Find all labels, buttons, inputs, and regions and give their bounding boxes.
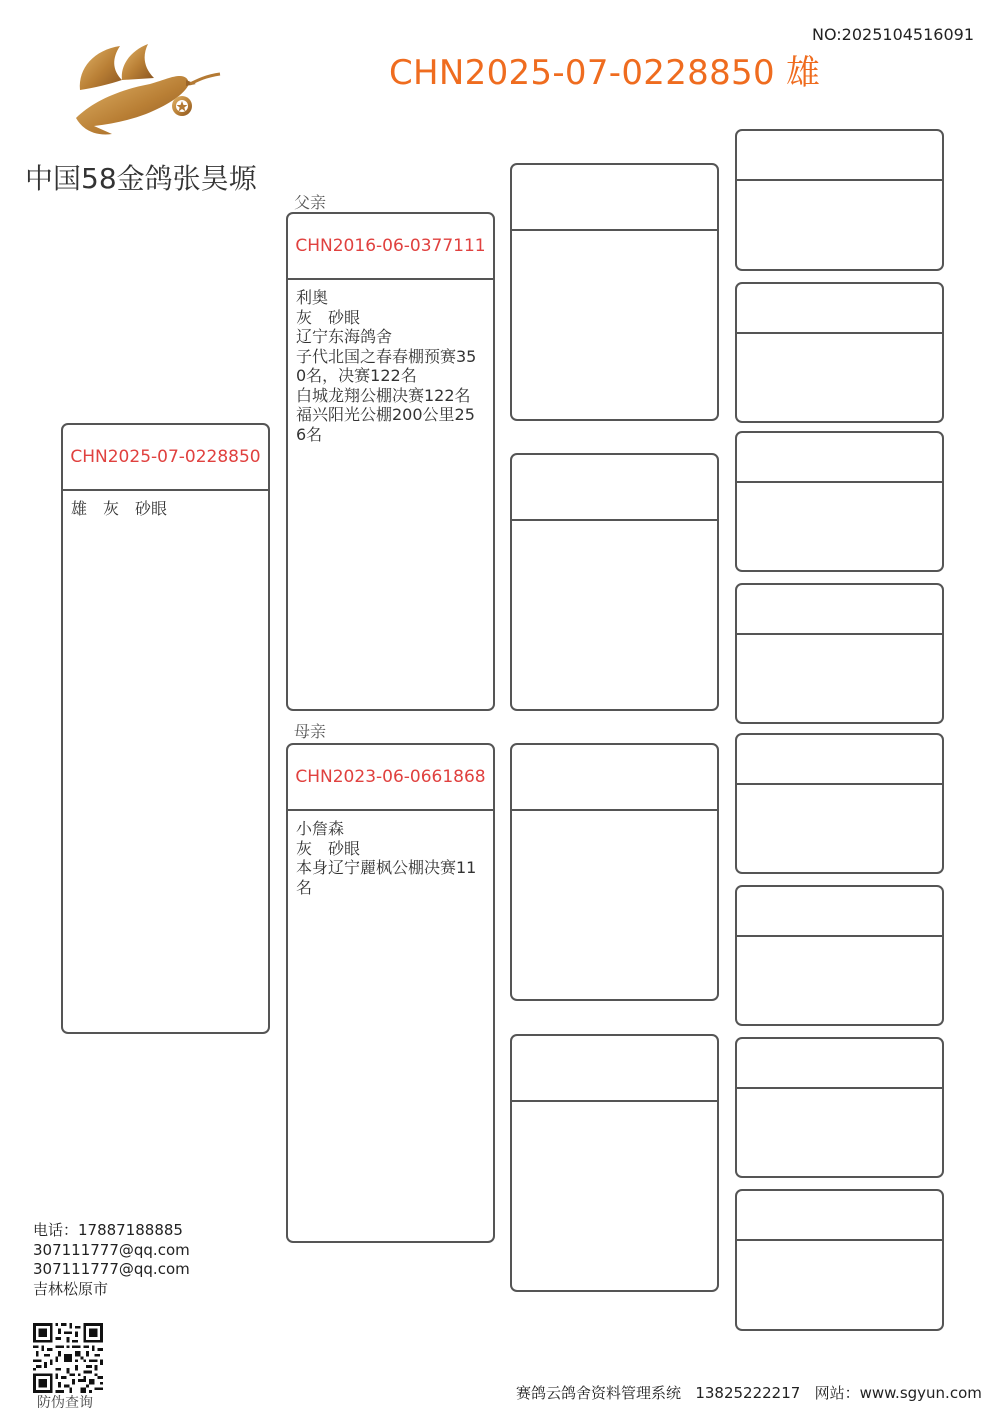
great-grandparent-card-6 bbox=[735, 885, 944, 1026]
contact-city: 吉林松原市 bbox=[33, 1279, 109, 1298]
mother-label: 母亲 bbox=[294, 722, 327, 741]
mother-detail-line: 灰 砂眼 bbox=[296, 838, 361, 858]
contact-email: 307111777@qq.com bbox=[33, 1240, 190, 1259]
father-detail-line: 福兴阳光公棚200公里256名 bbox=[296, 405, 475, 444]
subject-details bbox=[63, 491, 268, 519]
footer bbox=[516, 1382, 982, 1403]
card-header bbox=[737, 284, 942, 334]
father-label: 父亲 bbox=[294, 193, 327, 212]
card-header bbox=[512, 455, 717, 521]
qr-caption: 防伪查询 bbox=[37, 1395, 93, 1411]
great-grandparent-card-5 bbox=[735, 733, 944, 874]
contact-email: 307111777@qq.com bbox=[33, 1260, 190, 1278]
pedigree-headline: CHN2025-07-0228850 雄 bbox=[389, 53, 821, 93]
mother-card bbox=[286, 743, 495, 1243]
footer-phone: 13825222217 bbox=[695, 1384, 801, 1402]
great-grandparent-card-2 bbox=[735, 282, 944, 423]
loft-name: 中国58金鸽张昊塬 bbox=[25, 162, 257, 195]
card-header bbox=[737, 131, 942, 181]
paternal-grandfather-card bbox=[510, 163, 719, 421]
father-detail-line: 白城龙翔公棚决赛122名 bbox=[296, 385, 471, 405]
mother-details bbox=[288, 811, 493, 897]
qr-code-icon[interactable] bbox=[33, 1323, 103, 1393]
card-header bbox=[737, 585, 942, 635]
subject-ring-number: CHN2025-07-0228850 bbox=[63, 425, 268, 491]
card-header bbox=[512, 1036, 717, 1102]
mother-detail-line: 本身辽宁麗枫公棚决赛11名 bbox=[296, 858, 477, 897]
great-grandparent-card-3 bbox=[735, 431, 944, 572]
father-detail-line: 辽宁东海鸽舍 bbox=[296, 327, 393, 346]
father-detail-line: 灰 砂眼 bbox=[296, 307, 361, 327]
card-header bbox=[512, 745, 717, 811]
card-header bbox=[737, 1039, 942, 1089]
footer-website[interactable]: 网站：www.sgyun.com bbox=[814, 1384, 982, 1402]
footer-system-name: 赛鸽云鸽舍资料管理系统 bbox=[516, 1384, 682, 1402]
card-header bbox=[737, 1191, 942, 1241]
golden-dove-logo-icon bbox=[72, 40, 224, 140]
father-ring-number: CHN2016-06-0377111 bbox=[288, 214, 493, 280]
great-grandparent-card-8 bbox=[735, 1189, 944, 1331]
contact-phone: 电话：17887188885 bbox=[33, 1221, 183, 1239]
card-header bbox=[737, 887, 942, 937]
card-header bbox=[737, 433, 942, 483]
paternal-grandmother-card bbox=[510, 453, 719, 711]
great-grandparent-card-7 bbox=[735, 1037, 944, 1178]
document-number: NO:2025104516091 bbox=[812, 25, 975, 44]
father-detail-line: 利奥 bbox=[296, 288, 329, 307]
great-grandparent-card-1 bbox=[735, 129, 944, 271]
father-details bbox=[288, 280, 493, 444]
card-header bbox=[737, 735, 942, 785]
subject-detail-line: 雄 灰 砂眼 bbox=[71, 499, 168, 518]
great-grandparent-card-4 bbox=[735, 583, 944, 724]
contact-info bbox=[33, 1221, 190, 1299]
mother-detail-line: 小詹森 bbox=[296, 819, 345, 838]
father-detail-line: 子代北国之春春棚预赛350名，决赛122名 bbox=[296, 346, 477, 385]
subject-card bbox=[61, 423, 270, 1034]
father-card bbox=[286, 212, 495, 711]
maternal-grandmother-card bbox=[510, 1034, 719, 1292]
maternal-grandfather-card bbox=[510, 743, 719, 1001]
card-header bbox=[512, 165, 717, 231]
mother-ring-number: CHN2023-06-0661868 bbox=[288, 745, 493, 811]
